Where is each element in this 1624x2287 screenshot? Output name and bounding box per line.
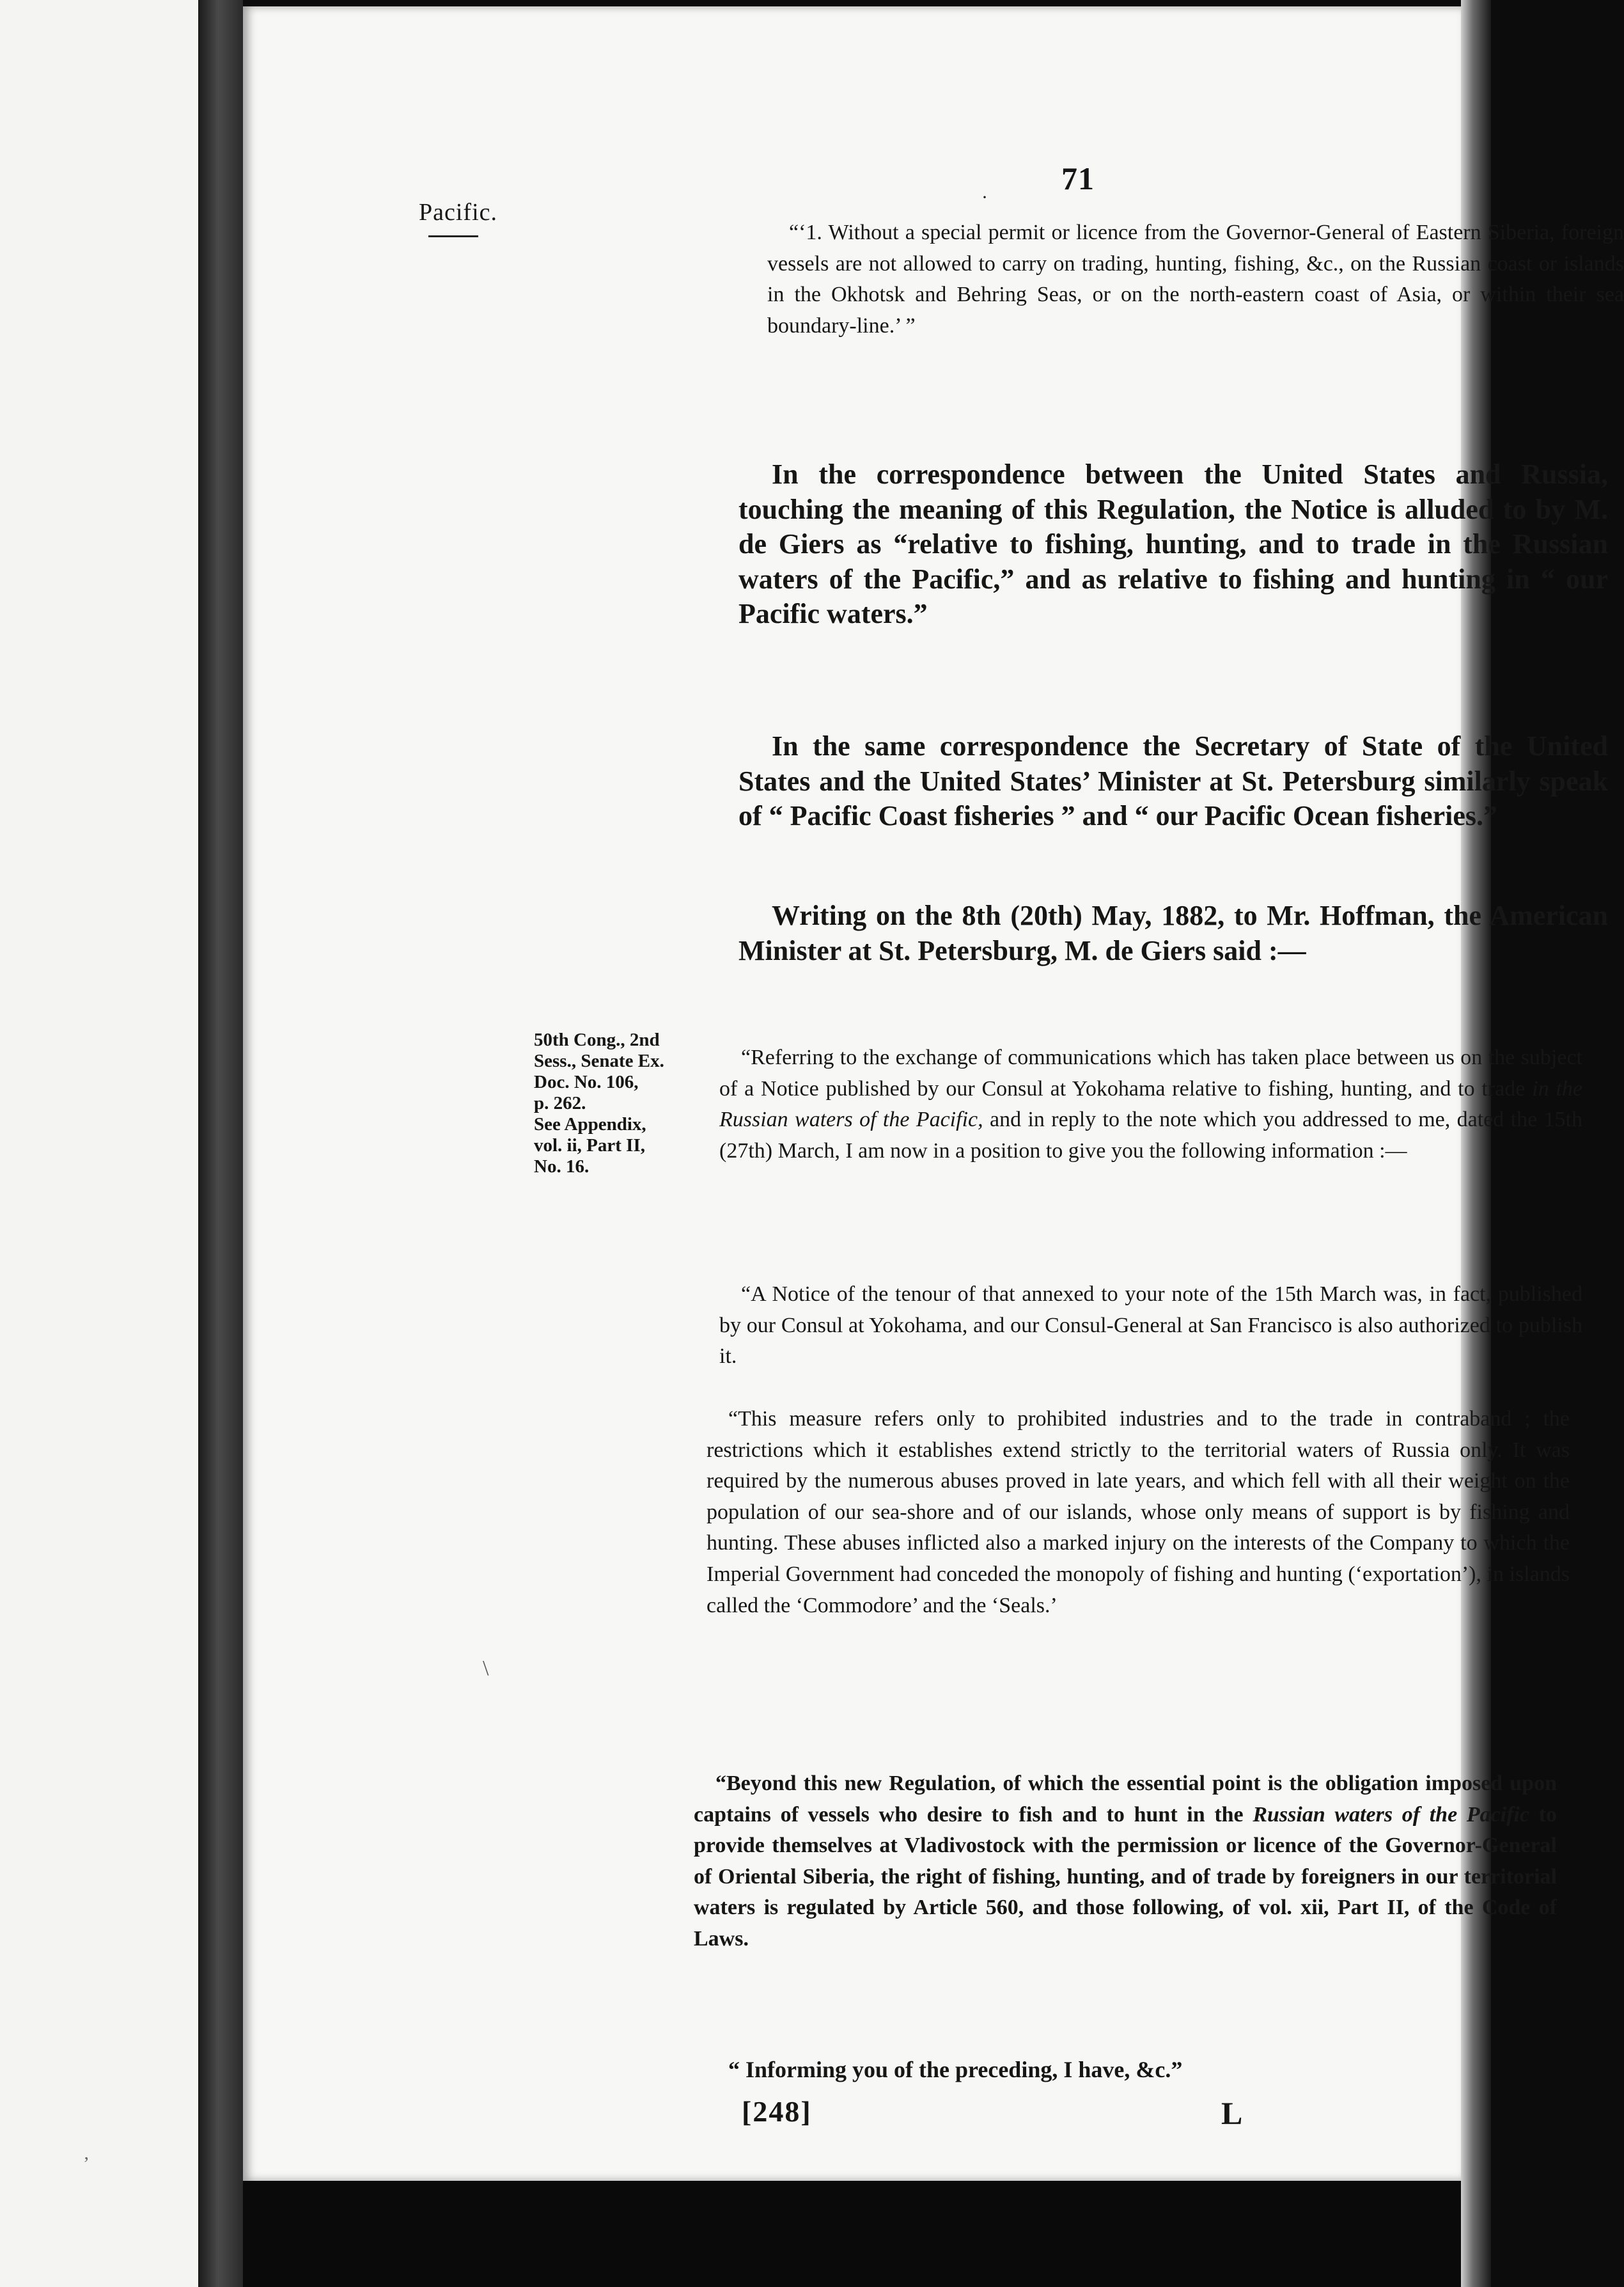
margin-note-line: p. 262. (534, 1093, 586, 1113)
page-number: 71 (1061, 161, 1095, 196)
quote-text: “Beyond this new Regulation, of which the essential point is the obligation imposed upon captains of vessels who desire to fish and to hunt in the (694, 1772, 1557, 1827)
stray-mark: \ (483, 1656, 489, 1680)
signature-mark: [248] (742, 2095, 812, 2128)
quote-text: and in reply to the note which you addressed to me, dated the 15th (27th) March, I am now in a position to give you the following information :— (719, 1108, 1582, 1163)
quote-emphasis: in the Russian waters of the Pacific, (719, 1076, 1582, 1132)
side-heading: Pacific. (419, 199, 498, 226)
letter-quote-paragraph: “A Notice of the tenour of that annexed to your note of the 15th March was, in fact, published by our Consul at Yokohama, and our Consul-General at San Francisco is also authorized to publish it. (719, 1282, 1582, 1369)
margin-note (534, 1030, 726, 1177)
stray-mark-2: ‚ (83, 2142, 90, 2164)
margin-note-line: See Appendix, (534, 1114, 646, 1135)
margin-note-line: Sess., Senate Ex. (534, 1051, 664, 1071)
margin-note-line: vol. ii, Part II, (534, 1135, 645, 1156)
letter-quote-paragraph (719, 1042, 1582, 1167)
quote-emphasis: Russian waters of the Pacific (1253, 1802, 1529, 1827)
quote-text: to provide themselves at Vladivostock with the permission or licence of the Governor-General of Oriental Siberia, the right of fishing, hunting, and of trade by foreigners in our territorial waters is regulated by Article 560, and those following, of vol. xii, Part II, of the Code of Laws. (694, 1802, 1557, 1951)
quote-text: “Referring to the exchange of communications which has taken place between us on the subject of a Notice published by our Consul at Yokohama relative to fishing, hunting, and to trade (719, 1046, 1582, 1101)
letter-quote-paragraph: “This measure refers only to prohibited industries and to the trade in contraband ; the restrictions which it establishes extend strictly to the territorial waters of Russia only. It was required by the numerous abuses proved in late years, and which fell with all their weight on the population of our sea-shore and of our islands, whose only means of support is by fishing and hunting. These abuses inflicted also a marked injury on the interests of the Company to which the Imperial Government had conceded the monopoly of fishing and hunting (‘exportation’), in islands called the ‘Commodore’ and the ‘Seals.’ (707, 1407, 1570, 1617)
margin-note-line: 50th Cong., 2nd (534, 1030, 660, 1050)
book-gutter (198, 0, 243, 2287)
body-paragraph: In the same correspondence the Secretary of State of the United States and the United States’ Minister at St. Petersburg similarly speak of “ Pacific Coast fisheries ” and “ our Pacific Ocean fisheries.” (738, 730, 1608, 831)
facing-page (0, 0, 198, 2287)
letter-closing: “ Informing you of the preceding, I have, &c.” (728, 2057, 1183, 2082)
regulation-quote: “‘1. Without a special permit or licence from the Governor-General of Eastern Siberia, foreign vessels are not allowed to carry on trading, hunting, fishing, &c., on the Russian coast or islands in the Okhotsk and Behring Seas, or on the north-eastern coast of Asia, or within their sea boundary-line.’ ” (767, 221, 1624, 338)
sheet-letter: L (1221, 2095, 1243, 2131)
letter-quote-paragraph (694, 1768, 1557, 1955)
side-heading-rule (428, 235, 478, 237)
scan-border (243, 2181, 1461, 2287)
ink-dot: · (981, 187, 988, 208)
body-paragraph: Writing on the 8th (20th) May, 1882, to Mr. Hoffman, the American Minister at St. Petersburg, M. de Giers said :— (738, 900, 1608, 966)
margin-note-line: No. 16. (534, 1156, 589, 1177)
margin-note-line: Doc. No. 106, (534, 1072, 639, 1092)
body-paragraph: In the correspondence between the United States and Russia, touching the meaning of this Regulation, the Notice is alluded to by M. de Giers as “relative to fishing, hunting, and to trade in the Russian waters of the Pacific,” and as relative to fishing and hunting in “ our Pacific waters.” (738, 459, 1608, 629)
book-page (83, 6, 1624, 2181)
